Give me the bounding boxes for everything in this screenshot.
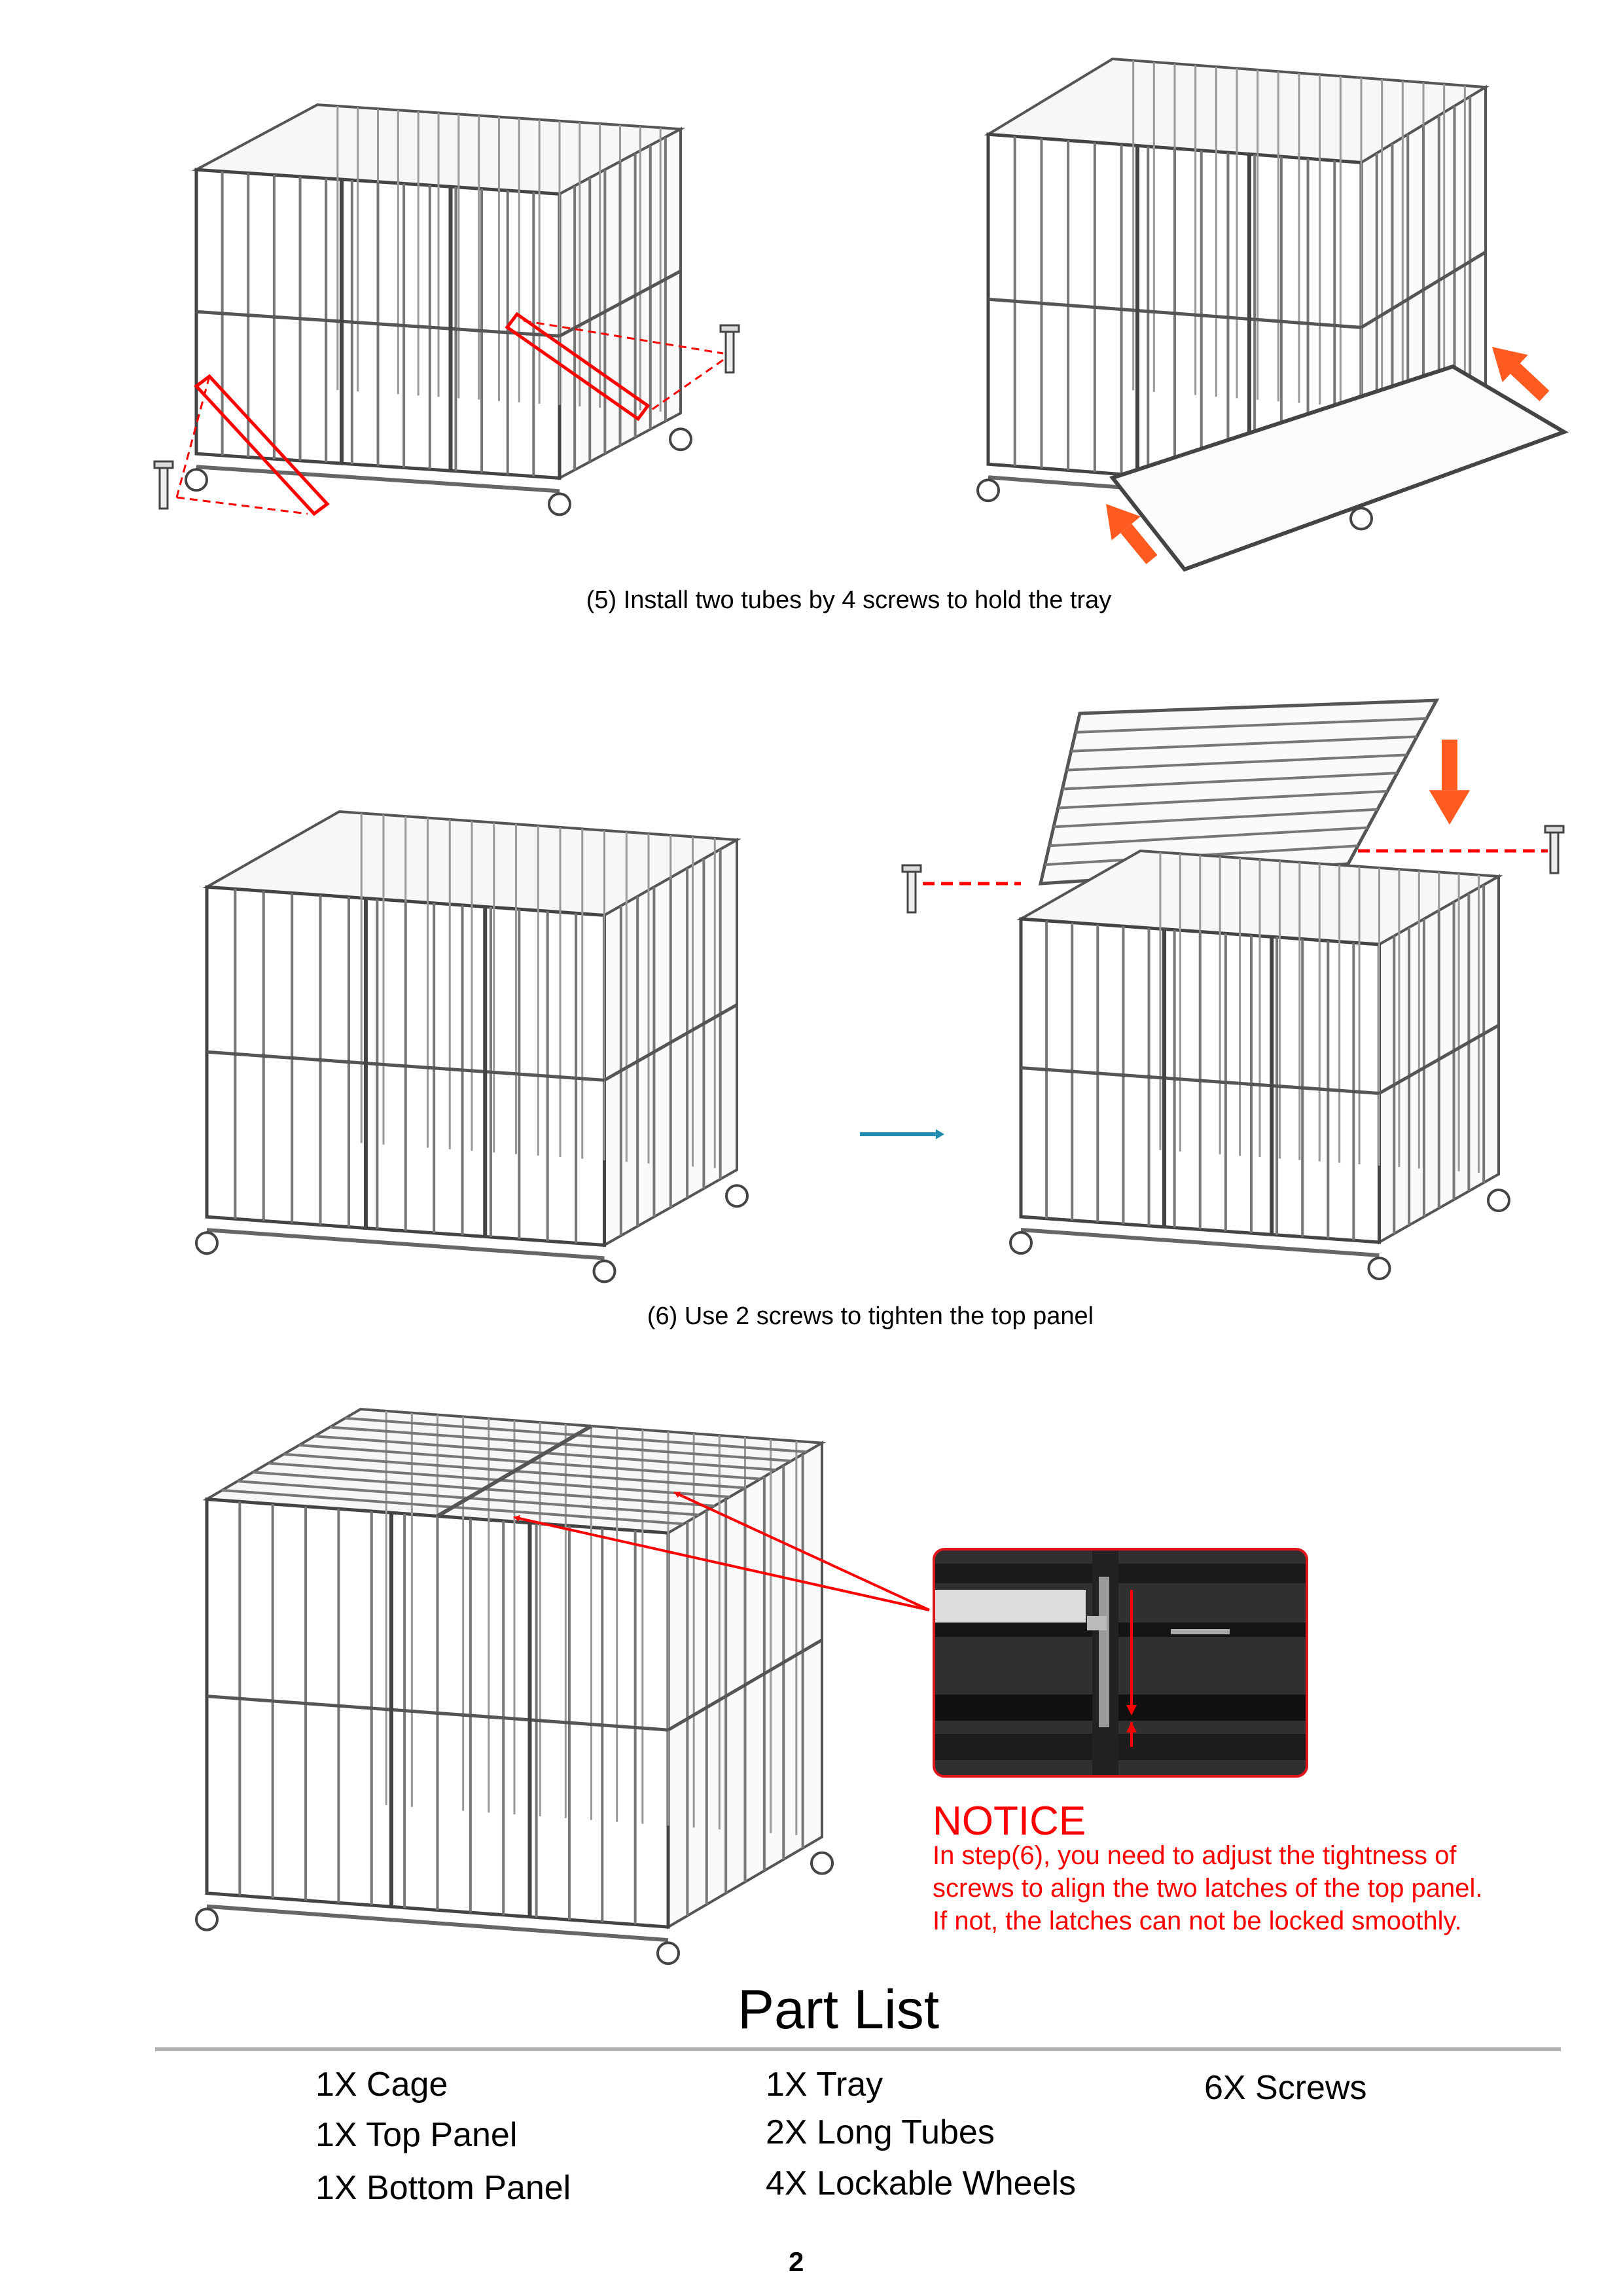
cage-step5-left	[186, 105, 691, 514]
wheel-icon	[549, 493, 570, 514]
wheel-icon	[1010, 1232, 1031, 1253]
part-item: 6X Screws	[1204, 2069, 1367, 2107]
wheel-icon	[1369, 1258, 1390, 1279]
arrow-next-step-icon	[936, 1129, 944, 1139]
step-5-caption: (5) Install two tubes by 4 screws to hold the tray	[586, 586, 1112, 614]
notice-body	[933, 1839, 1483, 1937]
page-number: 2	[789, 2246, 804, 2277]
part-item: 1X Cage	[315, 2066, 448, 2104]
part-item: 2X Long Tubes	[766, 2113, 995, 2151]
cage-step6-right	[1010, 851, 1509, 1279]
wheel-icon	[726, 1185, 747, 1206]
wheel-icon	[812, 1853, 832, 1874]
wheel-icon	[196, 1909, 217, 1930]
wheel-icon	[670, 429, 691, 450]
line	[196, 467, 560, 491]
top-panel-lifted	[1041, 700, 1436, 884]
notice-line: In step(6), you need to adjust the tightness of	[933, 1841, 1457, 1870]
screw-icon	[154, 461, 173, 509]
wheel-icon	[594, 1261, 615, 1282]
part-item: 1X Tray	[766, 2066, 883, 2104]
screw-shank	[1550, 833, 1558, 873]
line	[1126, 528, 1152, 560]
screw-shank	[160, 468, 168, 509]
screw-icon	[721, 325, 739, 372]
wheel-icon	[978, 480, 999, 501]
notice-line: screws to align the two latches of the top panel.	[933, 1874, 1483, 1903]
line	[207, 1230, 605, 1258]
part-list-divider	[155, 2047, 1561, 2051]
wheel-icon	[196, 1232, 217, 1253]
tray	[1113, 367, 1564, 569]
notice-line: If not, the latches can not be locked smoothly.	[933, 1907, 1462, 1935]
cage-step6-left	[196, 812, 747, 1282]
screw-shank	[908, 872, 916, 912]
latch-closeup-photo	[933, 1548, 1308, 1778]
arrow-down-icon	[1429, 790, 1470, 825]
line	[177, 497, 308, 514]
line	[1515, 368, 1544, 396]
screw-icon	[1545, 826, 1563, 873]
notice-title: NOTICE	[933, 1799, 1086, 1844]
line	[1021, 1230, 1380, 1255]
part-item: 1X Top Panel	[315, 2116, 518, 2154]
part-item: 1X Bottom Panel	[315, 2169, 571, 2207]
part-item: 4X Lockable Wheels	[766, 2164, 1077, 2202]
cage-assembled	[196, 1409, 832, 1964]
screw-icon	[902, 865, 921, 912]
highlight-tube-left	[196, 376, 327, 514]
wheel-icon	[186, 469, 207, 490]
wheel-icon	[658, 1943, 679, 1964]
step-6-caption: (6) Use 2 screws to tighten the top panel	[647, 1302, 1094, 1330]
screw-shank	[726, 332, 734, 372]
wheel-icon	[1351, 508, 1372, 529]
part-list-title: Part List	[737, 1979, 940, 2040]
wheel-icon	[1488, 1190, 1509, 1211]
